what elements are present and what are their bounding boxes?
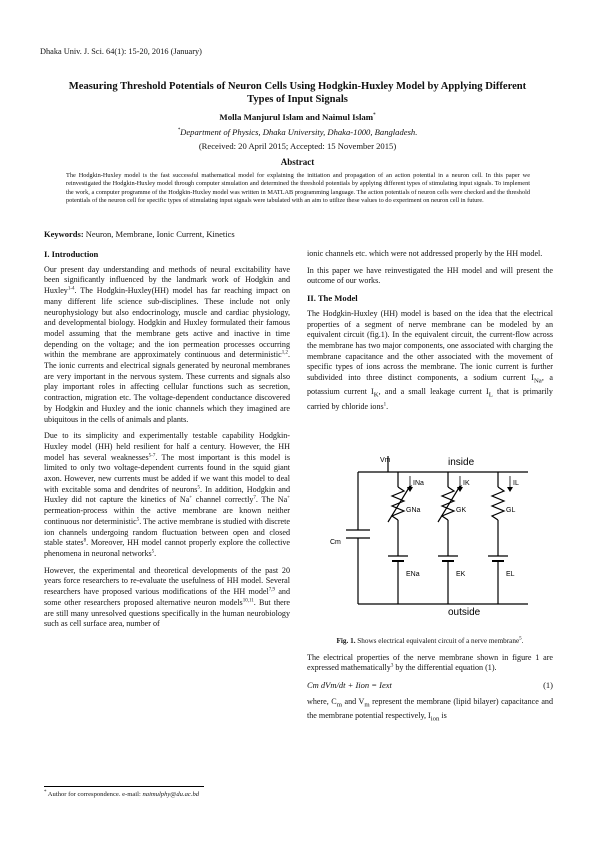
- footnote-divider: [44, 786, 204, 787]
- authors: [55, 112, 540, 122]
- text: . The active membrane is studied with discrete ion channels undergoing random fluctuation between open and closed stable states: [44, 516, 290, 548]
- author-names: Molla Manjurul Islam and Naimul Islam: [219, 112, 374, 122]
- superscript: +: [287, 495, 290, 501]
- citation: 1,2: [281, 350, 288, 356]
- current-arrow-l: [507, 487, 513, 492]
- text: However, the experimental and theoretical developments of the past 20 years force researchers to re-evaluate the usefulness of HH model. Several researchers have proposed various modifications of the HH model: [44, 565, 290, 597]
- text: The electrical properties of the nerve membrane shown in figure 1 are expressed mathematically: [307, 652, 553, 673]
- text: The Hodgkin-Huxley (HH) model is based on the idea that the electrical properties of a segment of nerve membrane can be modeled by an equivalent circuit (fig.1). In the equivalent circuit, the current-flow across the membrane has two major components, one associated with charging the membrane capacitance and the other associated with the movement of specific types of ions across the membrane. The ionic current is further subdivided into three distinct components, a sodium current I: [307, 308, 553, 383]
- text: that is primarily carried by chloride ions: [307, 387, 553, 411]
- journal-citation: Dhaka Univ. J. Sci. 64(1): 15-20, 2016 (January): [40, 47, 202, 56]
- text: where, C: [307, 696, 337, 706]
- resistor-na: [392, 487, 404, 520]
- label-i-k: IK: [463, 480, 470, 487]
- superscript: +: [189, 495, 193, 501]
- text: .: [521, 637, 524, 645]
- footnote: [44, 791, 199, 798]
- keywords-list: Neuron, Membrane, Ionic Current, Kinetics: [85, 229, 235, 239]
- keywords: [44, 229, 235, 239]
- intro-paragraph-2: [44, 431, 290, 559]
- text: . The Na: [255, 495, 288, 505]
- text: .: [154, 548, 157, 558]
- label-i-l: IL: [513, 480, 519, 487]
- text: Due to its simplicity and experimentally testable capability Hodgkin-Huxley model (HH) held resilient for half a century. However, the HH model has several weaknesses: [44, 431, 290, 462]
- citation: 8: [83, 538, 87, 544]
- citation: 5: [136, 517, 140, 523]
- label-vm: Vm: [380, 457, 391, 464]
- citation: 5: [197, 485, 200, 491]
- label-g-na: GNa: [406, 507, 421, 514]
- subscript: Na: [533, 377, 542, 385]
- label-e-na: ENa: [406, 571, 420, 578]
- subscript: ion: [430, 715, 440, 723]
- text: Our present day understanding and methods of neural excitability have been significantly influenced by the landmark work of Hodgkin and Huxley: [44, 264, 290, 296]
- caption-text: Shows electrical equivalent circuit of a nerve membrane: [355, 637, 520, 645]
- received-accepted-dates: (Received: 20 April 2015; Accepted: 15 November 2015): [198, 141, 397, 151]
- text: by the differential equation (1).: [393, 663, 497, 673]
- abstract-heading: Abstract: [280, 157, 315, 167]
- citation: 10,11: [242, 598, 254, 604]
- text: , a potassium current I: [307, 373, 554, 397]
- text: permeation-process within the active membrane are known neither continuous nor deterministic: [44, 506, 290, 526]
- subscript: m: [336, 701, 342, 709]
- affiliation-mark: *: [177, 128, 181, 134]
- text: represent the membrane (lipid bilayer) capacitance and the membrane potential respectively, I: [307, 696, 554, 721]
- abstract-text: The Hodgkin-Huxley model is the fast successful mathematical model for explaining the initiation and propagation of an action potential in a neuron cell. In this paper we reinvestigated the Hodgkin-Huxley model through computer simulation and determined the threshold potentials by applying different types of stimulating input signals. To implement the work, a computer programme of the Hodgkin-Huxley model was written in MATLAB programming language. The action potentials of neuron cells were checked and the threshold potentials of the neuron cell for specific types of stimulating input signals were tabulated with an aim to utilize these values to do experiment on neuron cell in future.: [66, 172, 530, 205]
- equivalent-circuit-figure: [318, 452, 548, 620]
- resistor-l: [492, 487, 504, 520]
- text: and some other researchers proposed alternative neuron models: [44, 587, 290, 607]
- right-column-bottom: [307, 636, 553, 731]
- equation-intro: [307, 653, 553, 674]
- text: is: [439, 711, 447, 721]
- author-mark: *: [373, 113, 376, 119]
- model-paragraph-1: [307, 309, 553, 413]
- label-inside: inside: [448, 457, 475, 468]
- equation-explanation: [307, 697, 553, 726]
- label-cm: Cm: [330, 539, 341, 546]
- paper-title: Measuring Threshold Potentials of Neuron Cells Using Hodgkin-Huxley Model by Applying Different Types of Input Signals: [68, 81, 527, 105]
- right-column-top: [307, 249, 553, 418]
- intro-continued: ionic channels etc. which were not addressed properly by the HH model.: [307, 249, 543, 258]
- citation: 7: [253, 495, 256, 501]
- label-g-l: GL: [506, 507, 516, 514]
- subscript: K: [373, 391, 379, 399]
- citation: 5-7: [148, 452, 156, 458]
- figure-caption: [307, 636, 553, 647]
- text: . But there are still many unresolved questions specifically in the human neurobiology such as cell surface area, number of: [44, 597, 290, 629]
- affiliation: [55, 127, 540, 137]
- citation: 3: [390, 663, 394, 669]
- variable-arrow-k: [438, 486, 460, 522]
- label-g-k: GK: [456, 507, 467, 514]
- model-heading: II. The Model: [307, 293, 358, 304]
- subscript: L: [488, 391, 493, 399]
- affiliation-text: Department of Physics, Dhaka University, Dhaka-1000, Bangladesh.: [180, 127, 418, 137]
- intro-heading: I. Introduction: [44, 249, 99, 259]
- text: channel correctly: [192, 495, 254, 505]
- label-outside: outside: [448, 607, 481, 618]
- footnote-mark: *: [44, 789, 47, 795]
- text: .: [386, 401, 389, 411]
- text: and V: [341, 696, 365, 706]
- label-e-l: EL: [506, 571, 515, 578]
- text: . Moreover, HH model cannot properly explore the collective phenomena in neuronal networks: [44, 538, 291, 558]
- citation: 1: [383, 401, 387, 407]
- left-column: [44, 249, 290, 636]
- citation: 5: [151, 549, 155, 555]
- label-e-k: EK: [456, 571, 466, 578]
- citation: 7,9: [268, 587, 275, 593]
- intro-paragraph-3: [44, 566, 290, 630]
- footnote-text: Author for correspondence. e-mail:: [47, 791, 143, 798]
- citation: 1-4: [67, 286, 75, 292]
- keywords-label: Keywords:: [44, 229, 84, 239]
- label-i-na: INa: [413, 480, 424, 487]
- equation-text: Cm dVm/dt + Iion = Iext: [307, 680, 392, 691]
- text: . In addition, Hodgkin and Huxley did not capture the kinetics of Na: [44, 484, 290, 505]
- intro-paragraph-4: In this paper we have reinvestigated the HH model and will present the outcome of our works.: [307, 265, 553, 286]
- equation-number: (1): [543, 680, 553, 691]
- citation: 5: [519, 636, 522, 642]
- text: . The ionic currents and electrical signals generated by neuronal membranes are very important in the nervous system. These currents and signals also play important roles in affecting cellular functions such as secretion, contraction, migration etc. The voltage-dependent conductance discovered by Hodgkin and Huxley and the ionic channels which they imagined are ubiquitous in the cells of animals and plants.: [44, 350, 290, 424]
- equation-1: [307, 680, 553, 691]
- subscript: m: [364, 701, 370, 709]
- text: . The Hodgkin-Huxley(HH) model has far reaching impact on many different life science sub-disciplines. These include not only neurophysiology but also endocrinology, muscle and cardiac physiology, and developmental biology. Hodgkin and Huxley formulated their famous model assuming that the membrane gets active and inactive in time depending on the voltage; and the ion permeation processes occurring within the membrane are approximately continuous and deterministic: [44, 286, 290, 360]
- text: . The most important is this model is limited to only two voltage-dependent currents found in the squid giant axon. However, new currents must be added if we want this model to deal with excitable soma and dendrites of neurons: [44, 452, 291, 494]
- text: , and a small leakage current I: [378, 387, 489, 397]
- author-email: naimulphy@du.ac.bd: [142, 791, 200, 798]
- resistor-k: [442, 487, 454, 520]
- caption-label: Fig. 1.: [336, 637, 356, 645]
- variable-arrow-na: [388, 486, 410, 522]
- intro-paragraph-1: [44, 265, 290, 426]
